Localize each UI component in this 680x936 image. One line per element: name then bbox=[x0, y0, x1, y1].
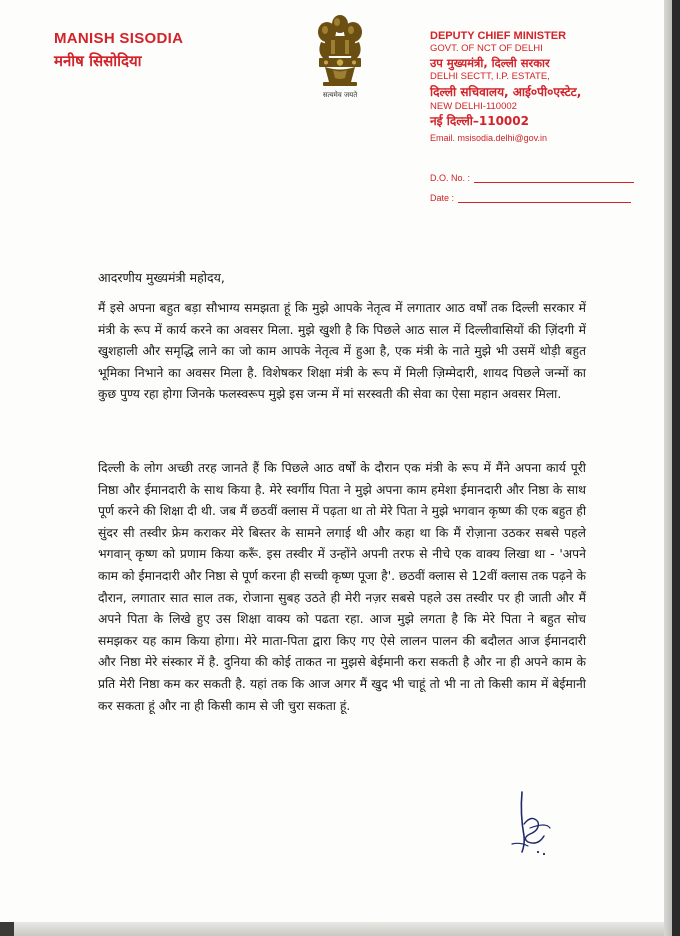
address-english: DELHI SECTT, I.P. ESTATE, bbox=[430, 71, 550, 82]
government-english: GOVT. OF NCT OF DELHI bbox=[430, 43, 543, 54]
page-bottom-edge bbox=[0, 922, 672, 936]
letterhead-name-block bbox=[54, 30, 183, 72]
state-emblem bbox=[300, 12, 380, 100]
date-label: Date : bbox=[430, 193, 455, 203]
date-rule bbox=[458, 193, 631, 203]
letterhead-office-block bbox=[430, 30, 581, 144]
letter-paragraph-2: दिल्ली के लोग अच्छी तरह जानते हैं कि पिछले आठ वर्षों के दौरान एक मंत्री के रूप में मैंने अपना कार्य पूरी निष्ठा और ईमानदारी के साथ किया है. मेरे स्वर्गीय पिता ने मुझे अपना काम हमेशा ईमानदारी और निष्ठा के साथ पूर्ण करने की शिक्षा दी थी. जब मैं छठवीं क्लास में पढ़ता था तो मेरे पिता ने मुझे भगवान कृष्ण की एक बहुत ही सुंदर सी तस्वीर फ्रेम कराकर मेरे बिस्तर के सामने लगाई थी और कहा था कि मैं रोज़ाना उठकर सबसे पहले भगवान् कृष्ण को प्रणाम किया करूँ. इस तस्वीर में उन्होंने अपनी तरफ से नीचे एक वाक्य लिखा था - 'अपने काम को ईमानदारी और निष्ठा से पूर्ण करना ही सच्ची कृष्ण पूजा है'. छठवीं क्लास से 12वीं क्लास तक पढ़ने के दौरान, लगातार सात साल तक, रोजाना सुबह उठते ही मेरी नज़र सबसे पहले उस तस्वीर पर ही जाती और मैं अपने पिता के लिखे हुए उस शिक्षा वाक्य को पढता रहा. आज मुझे लगता है कि मेरे पिता ने बहुत सोच समझकर यह काम किया होगा। मेरे माता-पिता द्वारा किए गए ऐसे लालन पालन की बदौलत आज ईमानदारी और निष्ठा मेरे संस्कार में है. दुनिया की कोई ताकत ना मुझसे बेईमानी करा सकती है और ना ही अपने काम के प्रति मेरी निष्ठा कम कर सकती है. यहां तक कि आज अगर मैं खुद भी चाहूं तो भी ना तो किसी काम में बेईमानी कर सकता हूं और ना ही किसी काम से जी चुरा सकता हूं. bbox=[98, 461, 586, 713]
date-line bbox=[430, 193, 631, 203]
letter-paragraph-1: मैं इसे अपना बहुत बड़ा सौभाग्य समझता हूं कि मुझे आपके नेतृत्व में लगातार आठ वर्षों तक दिल्ली सरकार में मंत्री के रूप में कार्य करने का अवसर मिला. मुझे खुशी है कि पिछले आठ साल में दिल्लीवासियों की ज़िंदगी में खुशहाली और समृद्धि लाने का जो काम आपके नेतृत्व में हुआ है, एक मंत्री के नाते मुझे भी उसमें थोड़ी बहुत भूमिका निभाने का अवसर मिला है. विशेषकर शिक्षा मंत्री के रूप में मिली ज़िम्मेदारी, शायद पिछले जन्मों का कुछ पुण्य रहा होगा जिनके फलस्वरूप मुझे इस जन्म में मां सरस्वती की सेवा का ऐसा महान अवसर मिला. bbox=[98, 301, 586, 402]
city-english: NEW DELHI-110002 bbox=[430, 101, 517, 112]
designation-hindi: उप मुख्यमंत्री, दिल्ली सरकार bbox=[430, 56, 550, 70]
designation-english: DEPUTY CHIEF MINISTER bbox=[430, 30, 567, 42]
city-hindi: नई दिल्ली–110002 bbox=[430, 114, 529, 128]
emblem-motto: सत्यमेव जयते bbox=[322, 91, 358, 99]
do-number-rule bbox=[474, 173, 634, 183]
do-number-line bbox=[430, 173, 634, 183]
handwritten-signature bbox=[500, 784, 560, 868]
sender-name-english: MANISH SISODIA bbox=[54, 30, 184, 47]
address-hindi: दिल्ली सचिवालय, आई०पी०एस्टेट, bbox=[430, 85, 582, 99]
lion-capital-emblem-icon bbox=[311, 12, 369, 90]
signature-icon bbox=[500, 784, 560, 864]
do-number-label: D.O. No. : bbox=[430, 173, 471, 183]
email-line: Email. msisodia.delhi@gov.in bbox=[430, 133, 548, 143]
salutation: आदरणीय मुख्यमंत्री महोदय, bbox=[98, 270, 225, 285]
sender-name-hindi: मनीष सिसोदिया bbox=[54, 52, 142, 70]
